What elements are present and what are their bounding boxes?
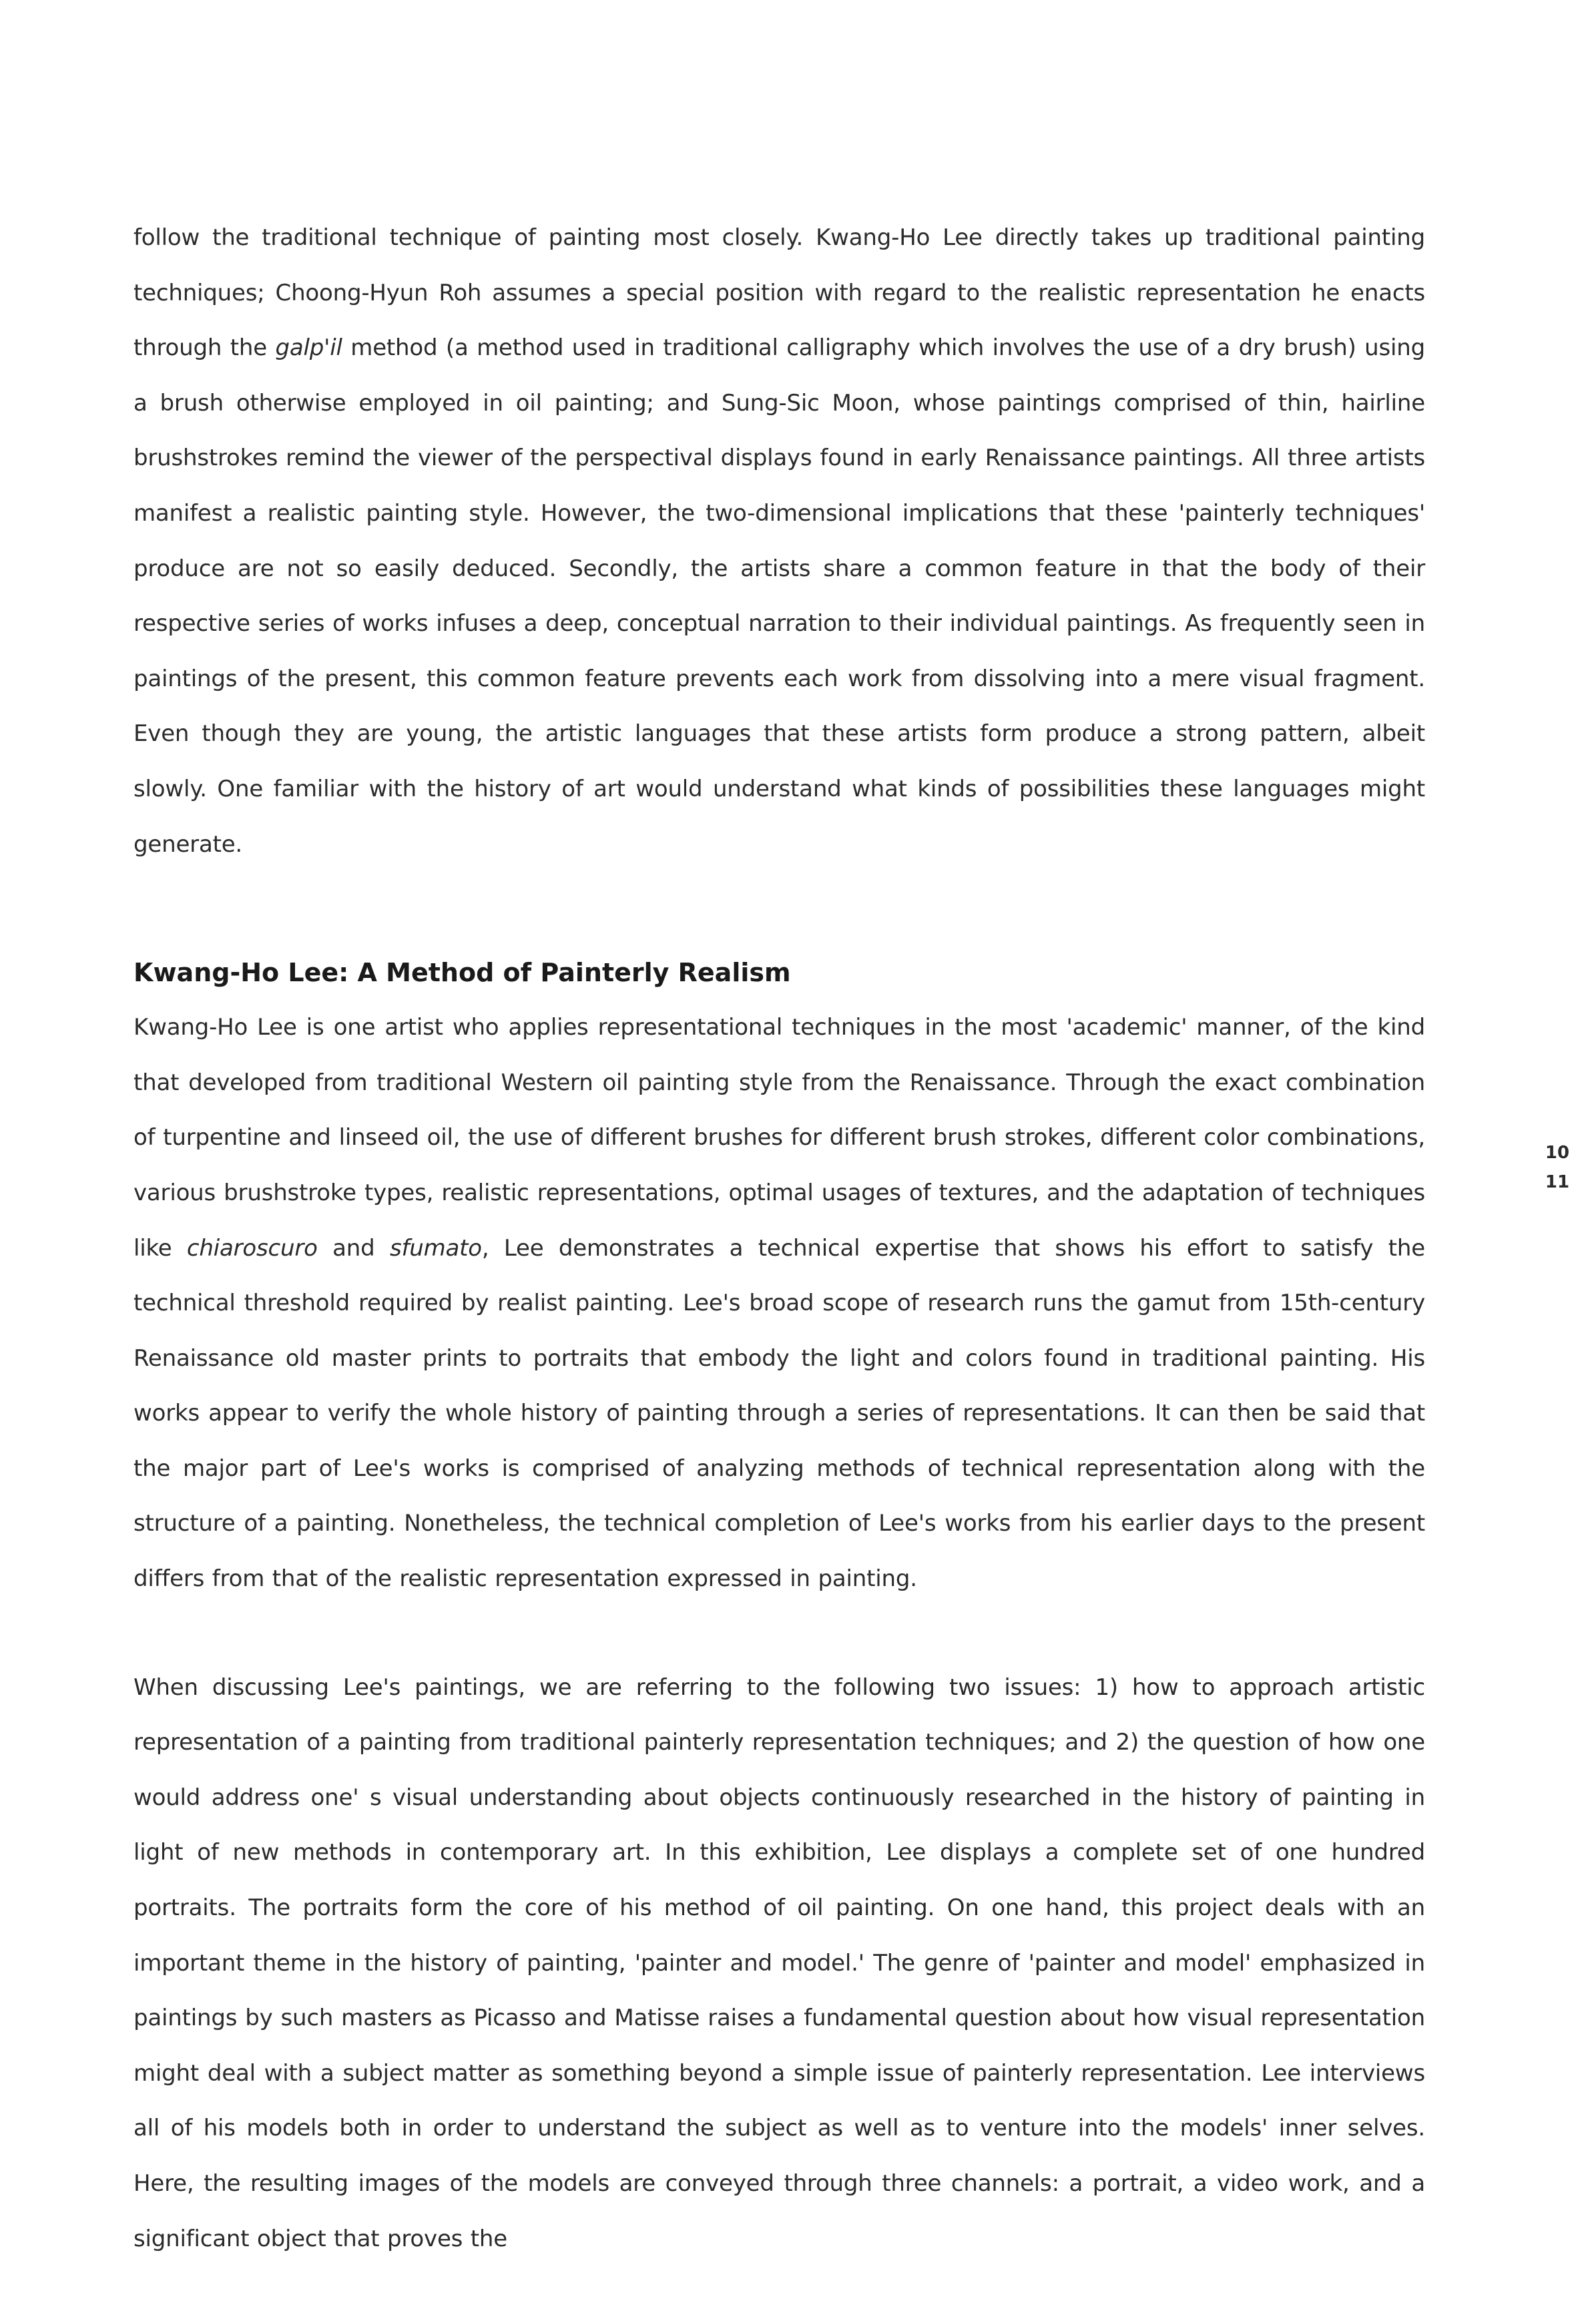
page-number-right: 11 [1545,1172,1570,1192]
sfumato-term: sfumato [389,1234,482,1262]
section-heading: Kwang-Ho Lee: A Method of Painterly Realism [134,958,791,988]
intro-paragraph [134,210,1425,872]
page-number-left: 10 [1545,1143,1570,1163]
chiaroscuro-term: chiaroscuro [186,1234,318,1262]
section-paragraph [134,1000,1425,1607]
section-text-part-1: Kwang-Ho Lee is one artist who applies representational techniques in the most 'academic' manner, of the kind that developed from traditional Western oil painting style from the Renaissance. Through the exact combination of turpentine and linseed oil, the use of different brushes for different brush strokes, different color combinations, various brushstroke types, realistic representations, optimal usages of textures, and the adaptation of techniques like [134,1014,1425,1262]
section-text-conjunction: and [317,1234,390,1262]
intro-text-part-2: method (a method used in traditional calligraphy which involves the use of a dry brush) using a brush otherwise employed in oil painting; and Sung-Sic Moon, whose paintings comprised of thin, hairline brushstrokes remind the viewer of the perspectival displays found in early Renaissance paintings. All three artists manifest a realistic painting style. However, the two-dimensional implications that these 'painterly techniques' produce are not so easily deduced. Secondly, the artists share a common feature in that the body of their respective series of works infuses a deep, conceptual narration to their individual paintings. As frequently seen in paintings of the present, this common feature prevents each work from dissolving into a mere visual fragment. Even though they are young, the artistic languages that these artists form produce a strong pattern, albeit slowly. One familiar with the history of art would understand what kinds of possibilities these languages might generate. [134,334,1426,858]
galpil-term: galp'il [275,334,342,362]
page-numbers [1541,1138,1574,1197]
section-text-part-2: , Lee demonstrates a technical expertise that shows his effort to satisfy the technical threshold required by realist painting. Lee's broad scope of research runs the gamut from 15th-century Renaissance old master prints to portraits that embody the light and colors found in traditional painting. His works appear to verify the whole history of painting through a series of representations. It can then be said that the major part of Lee's works is comprised of analyzing methods of technical representation along with the structure of a painting. Nonetheless, the technical completion of Lee's works from his earlier days to the present differs from that of the realistic representation expressed in painting. [134,1234,1425,1593]
intro-text-part-1: follow the traditional technique of painting most closely. Kwang-Ho Lee directly takes up traditional painting techniques; Choong-Hyun Roh assumes a special position with regard to the realistic representation he enacts through the [134,224,1425,362]
discussion-paragraph: When discussing Lee's paintings, we are referring to the following two issues: 1) how to approach artistic representation of a painting from traditional painterly representation techniques; and 2) the question of how one would address one' s visual understanding about objects continuously researched in the history of painting in light of new methods in contemporary art. In this exhibition, Lee displays a complete set of one hundred portraits. The portraits form the core of his method of oil painting. On one hand, this project deals with an important theme in the history of painting, 'painter and model.' The genre of 'painter and model' emphasized in paintings by such masters as Picasso and Matisse raises a fundamental question about how visual representation might deal with a subject matter as something beyond a simple issue of painterly representation. Lee interviews all of his models both in order to understand the subject as well as to venture into the models' inner selves. Here, the resulting images of the models are conveyed through three channels: a portrait, a video work, and a significant object that proves the [134,1673,1425,2252]
paragraph-spacer [134,1607,1425,1660]
document-body [134,210,1425,2266]
paragraph-spacer [134,872,1425,945]
